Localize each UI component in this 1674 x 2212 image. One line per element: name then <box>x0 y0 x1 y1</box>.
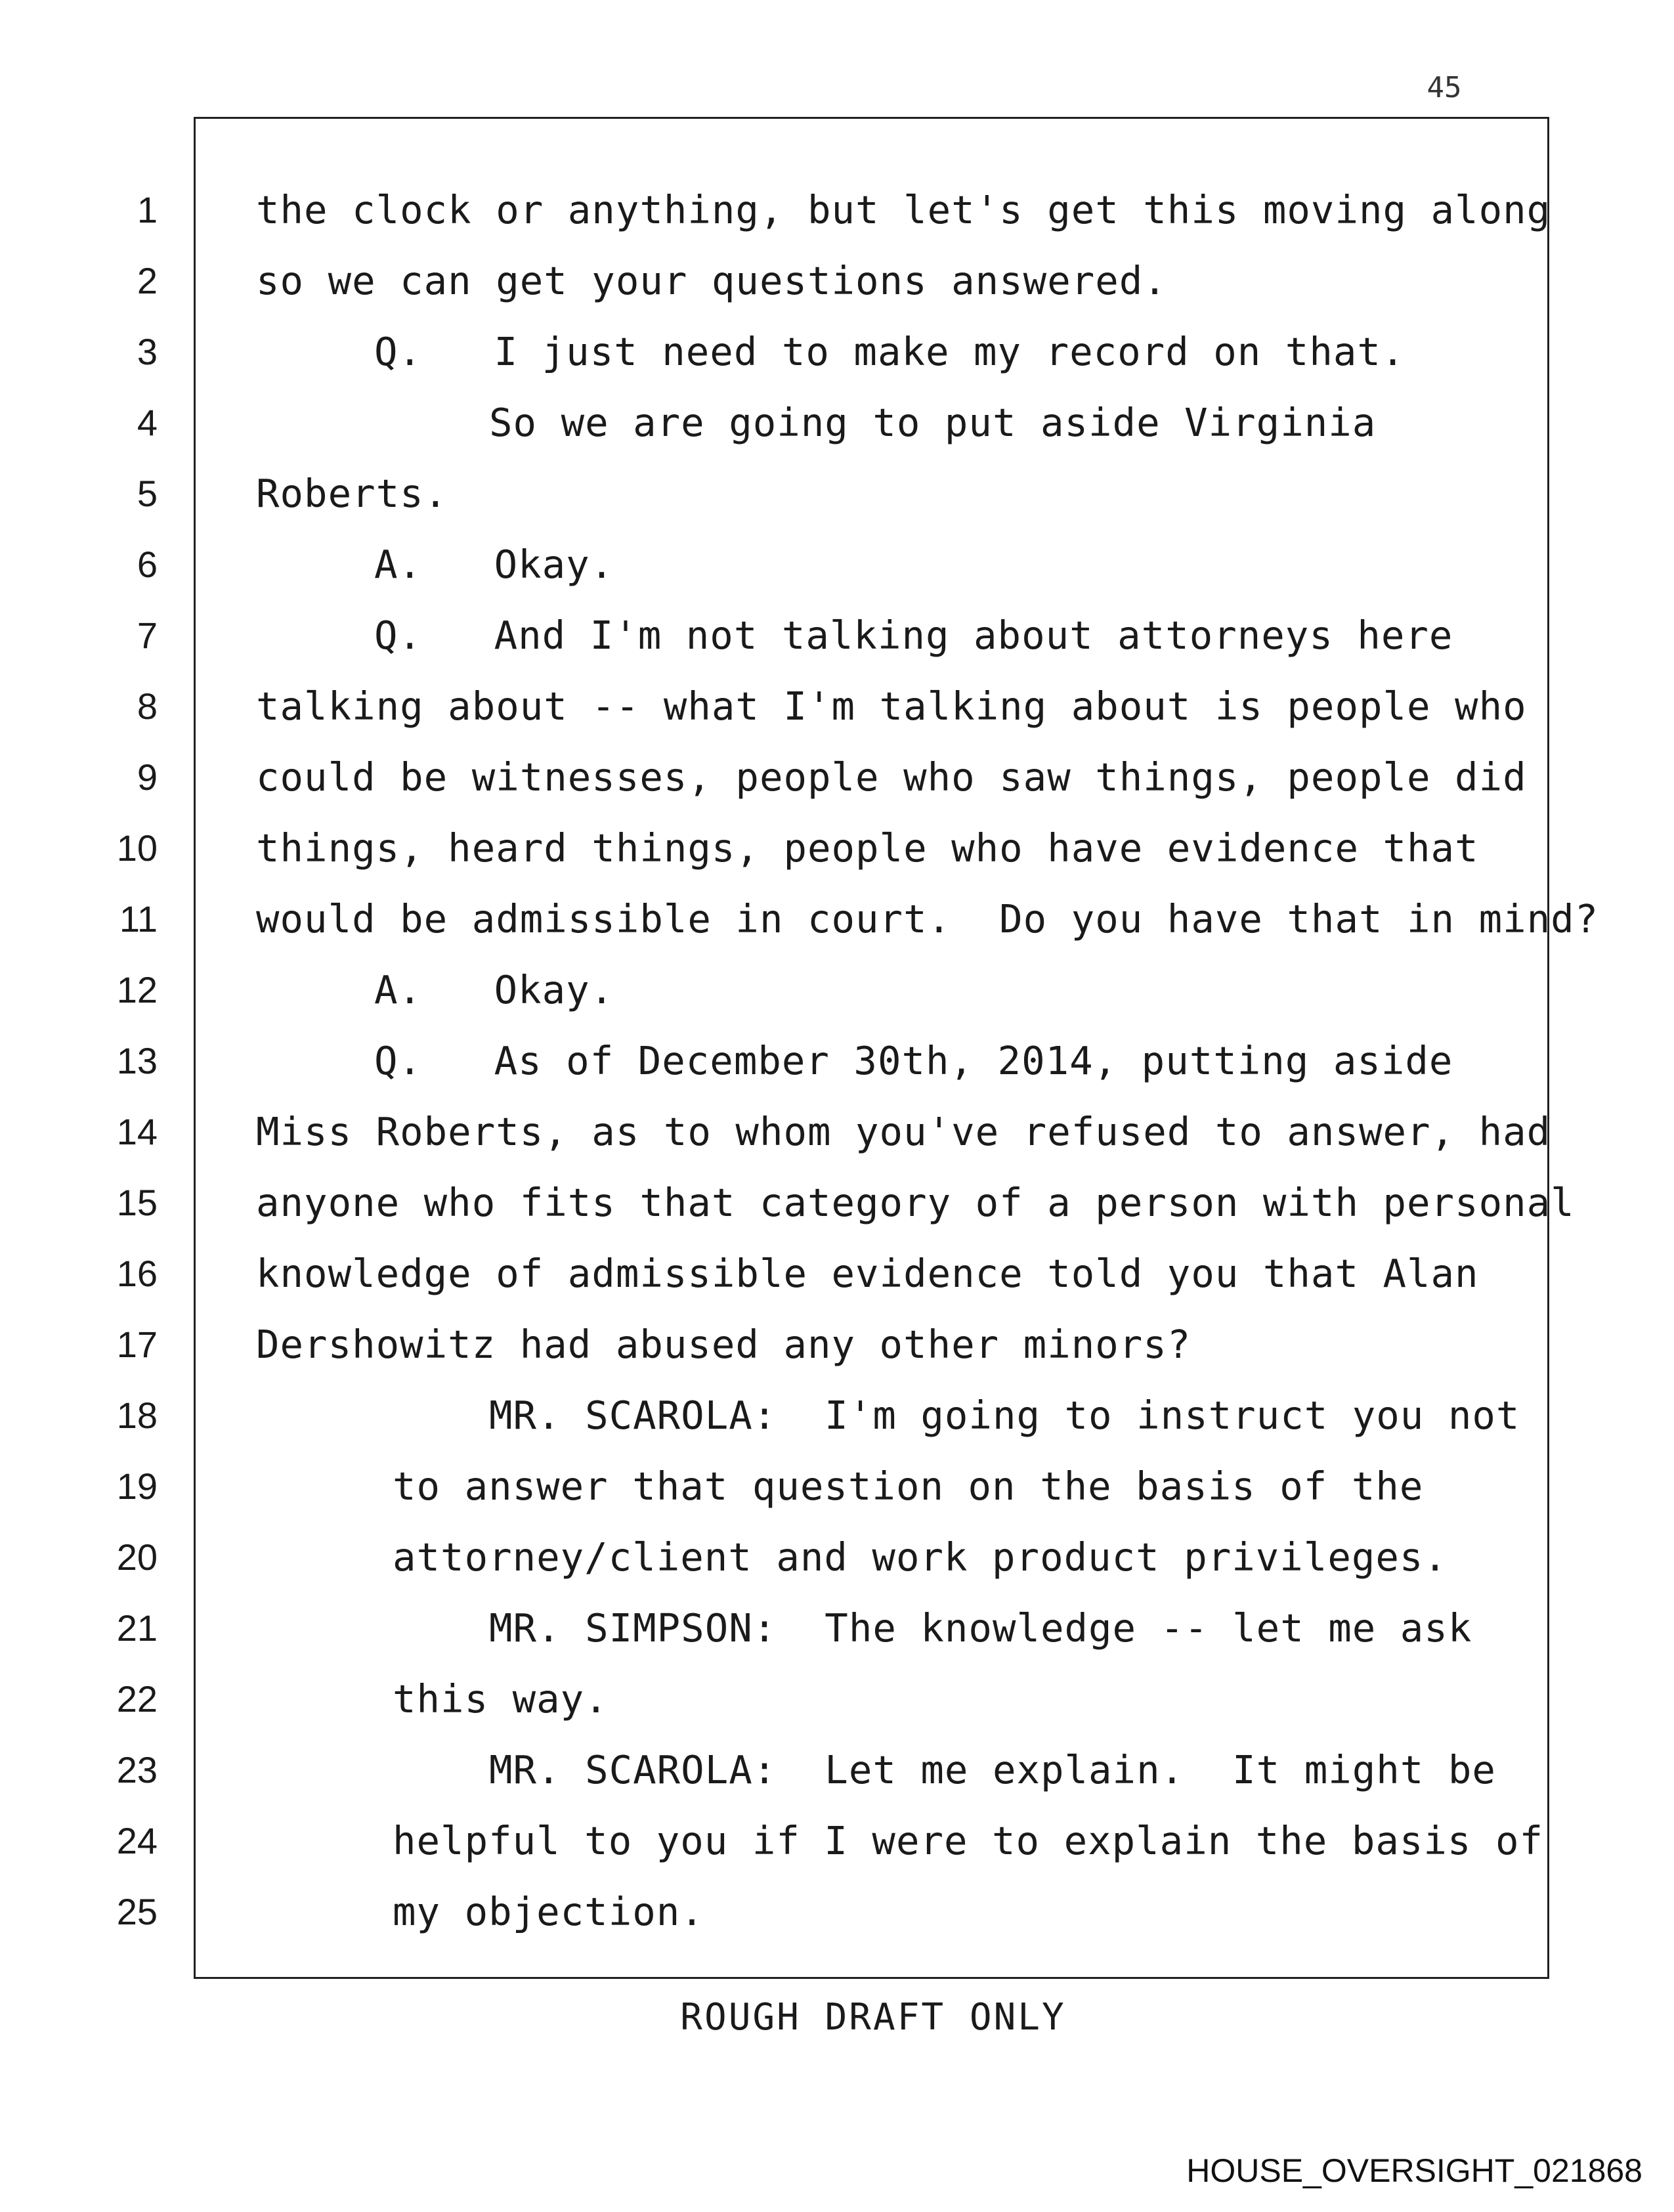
transcript-line <box>0 316 1674 387</box>
line-text: could be witnesses, people who saw things, people did <box>256 754 1527 800</box>
transcript-line <box>0 1167 1674 1238</box>
line-number: 18 <box>116 1395 158 1436</box>
line-text: knowledge of admissible evidence told you that Alan <box>256 1251 1479 1296</box>
line-number: 9 <box>137 756 158 798</box>
transcript-line <box>0 813 1674 884</box>
line-number: 13 <box>116 1040 158 1081</box>
line-text: So we are going to put aside Virginia <box>489 400 1377 445</box>
transcript-line <box>0 1026 1674 1096</box>
line-text: MR. SCAROLA: I'm going to instruct you not <box>489 1393 1520 1438</box>
line-text: would be admissible in court. Do you have that in mind? <box>256 896 1599 942</box>
line-text: Q. And I'm not talking about attorneys here <box>374 613 1453 658</box>
line-number: 7 <box>137 615 158 656</box>
transcript-line <box>0 1096 1674 1167</box>
line-number: 15 <box>116 1182 158 1223</box>
line-number: 12 <box>116 969 158 1010</box>
line-text: Q. As of December 30th, 2014, putting aside <box>374 1038 1453 1083</box>
line-text: Miss Roberts, as to whom you've refused to answer, had <box>256 1109 1551 1154</box>
transcript-line <box>0 742 1674 813</box>
page-number: 45 <box>1427 71 1462 104</box>
line-number: 8 <box>137 685 158 727</box>
line-number: 19 <box>116 1465 158 1507</box>
draft-label: ROUGH DRAFT ONLY <box>680 1996 1066 2039</box>
line-text: the clock or anything, but let's get this moving along <box>256 187 1551 232</box>
bates-number: HOUSE_OVERSIGHT_021868 <box>1186 2152 1642 2189</box>
line-number: 22 <box>116 1678 158 1720</box>
line-text: A. Okay. <box>374 967 614 1012</box>
line-number: 23 <box>116 1749 158 1790</box>
transcript-line <box>0 671 1674 742</box>
line-text: my objection. <box>393 1889 704 1934</box>
line-number: 14 <box>116 1111 158 1152</box>
transcript-line <box>0 1309 1674 1380</box>
transcript-line <box>0 1876 1674 1947</box>
transcript-line <box>0 1238 1674 1309</box>
transcript-line <box>0 1735 1674 1806</box>
transcript-line <box>0 175 1674 246</box>
line-number: 16 <box>116 1253 158 1294</box>
line-text: MR. SIMPSON: The knowledge -- let me ask <box>489 1605 1472 1651</box>
line-number: 1 <box>137 189 158 230</box>
line-number: 17 <box>116 1324 158 1365</box>
line-number: 3 <box>137 331 158 372</box>
line-number: 24 <box>116 1820 158 1861</box>
transcript-line <box>0 529 1674 600</box>
line-text: Q. I just need to make my record on that. <box>374 329 1406 374</box>
transcript-line <box>0 1451 1674 1522</box>
transcript-line <box>0 1522 1674 1593</box>
line-text: this way. <box>393 1676 609 1722</box>
transcript-line <box>0 458 1674 529</box>
line-text: things, heard things, people who have evidence that <box>256 825 1479 871</box>
line-number: 11 <box>119 898 158 940</box>
line-text: A. Okay. <box>374 542 614 587</box>
line-number: 4 <box>137 402 158 443</box>
line-number: 6 <box>137 544 158 585</box>
line-text: Roberts. <box>256 471 448 516</box>
line-text: helpful to you if I were to explain the basis of <box>393 1818 1544 1863</box>
transcript-line <box>0 246 1674 316</box>
line-number: 10 <box>116 827 158 869</box>
line-number: 20 <box>116 1536 158 1578</box>
transcript-line <box>0 600 1674 671</box>
transcript-line <box>0 387 1674 458</box>
transcript-line <box>0 1664 1674 1735</box>
line-text: so we can get your questions answered. <box>256 258 1167 303</box>
line-number: 25 <box>116 1891 158 1932</box>
line-number: 21 <box>116 1607 158 1649</box>
transcript-line <box>0 955 1674 1026</box>
line-text: attorney/client and work product privileges. <box>393 1534 1448 1580</box>
line-number: 2 <box>137 260 158 301</box>
line-text: Dershowitz had abused any other minors? <box>256 1322 1191 1367</box>
line-text: to answer that question on the basis of the <box>393 1464 1424 1509</box>
transcript-line <box>0 1593 1674 1664</box>
transcript-line <box>0 884 1674 955</box>
transcript-line <box>0 1380 1674 1451</box>
line-number: 5 <box>137 473 158 514</box>
transcript-line <box>0 1806 1674 1876</box>
line-text: MR. SCAROLA: Let me explain. It might be <box>489 1747 1496 1792</box>
line-text: talking about -- what I'm talking about is people who <box>256 683 1527 729</box>
line-text: anyone who fits that category of a person with personal <box>256 1180 1575 1225</box>
